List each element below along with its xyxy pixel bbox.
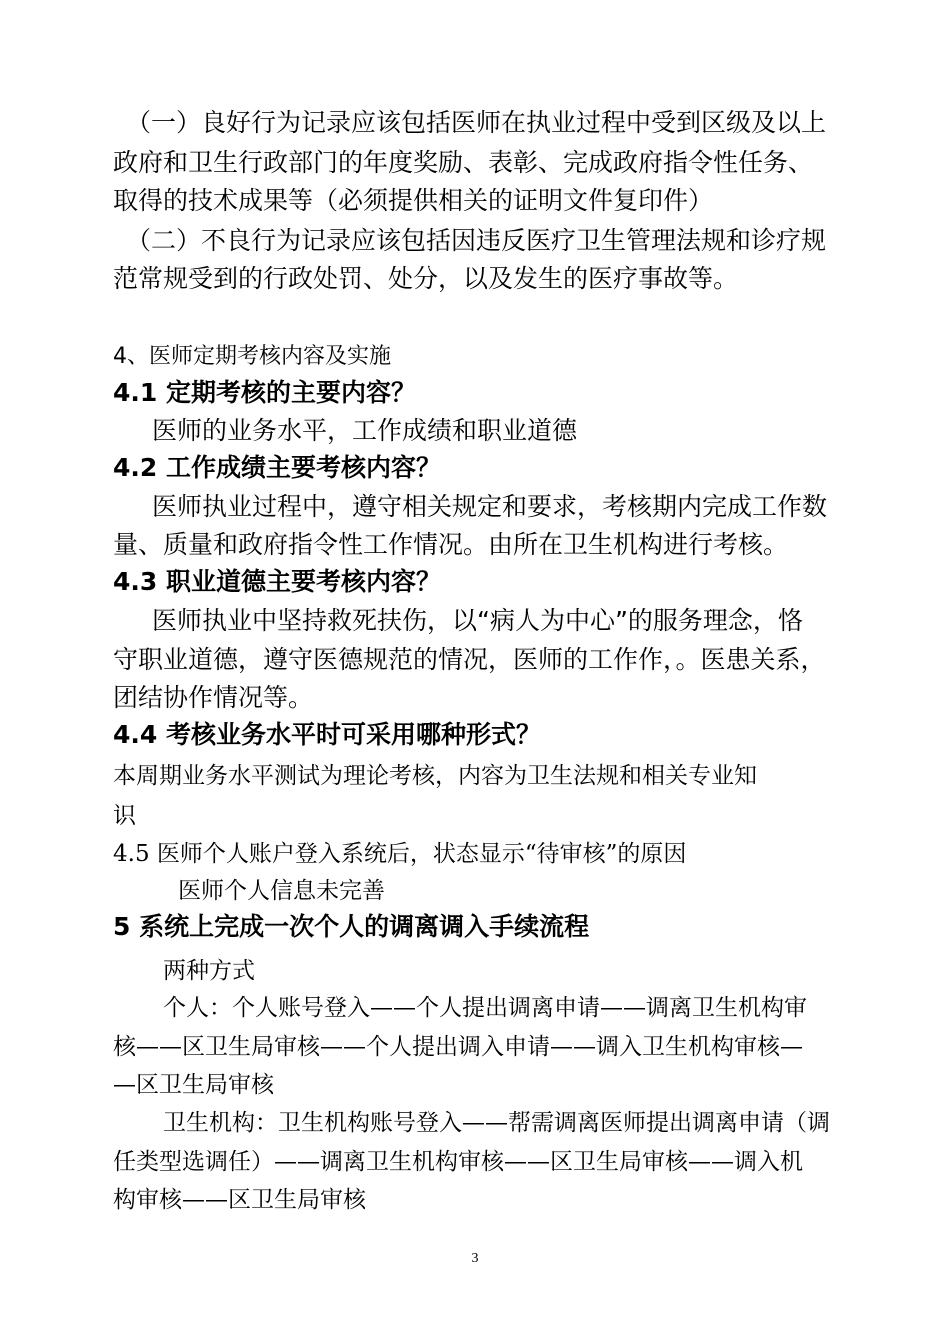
institution-flow-line-2: 任类型选调任）——调离卫生机构审核——区卫生局审核——调入机	[113, 1149, 803, 1175]
q41-answer: 医师的业务水平，工作成绩和职业道德	[152, 416, 578, 445]
good-record-line-1: （一）良好行为记录应该包括医师在执业过程中受到区级及以上	[126, 108, 827, 137]
good-record-line-3: 取得的技术成果等（必须提供相关的证明文件复印件）	[113, 186, 714, 215]
section-5-title: 5 系统上完成一次个人的调离调入手续流程	[113, 912, 590, 941]
q44-answer-line-1: 本周期业务水平测试为理论考核，内容为卫生法规和相关专业知	[113, 763, 757, 789]
section-5-intro: 两种方式	[163, 958, 255, 984]
section-4-heading: 4、医师定期考核内容及实施	[113, 344, 391, 369]
q42-answer-line-1: 医师执业过程中，遵守相关规定和要求，考核期内完成工作数	[152, 492, 828, 521]
bad-record-line-1: （二）不良行为记录应该包括因违反医疗卫生管理法规和诊疗规	[126, 226, 827, 255]
q43-title: 4.3 职业道德主要考核内容？	[113, 567, 441, 596]
bad-record-line-2: 范常规受到的行政处罚、处分，以及发生的医疗事故等。	[113, 264, 739, 293]
page-number: 3	[471, 1251, 479, 1266]
personal-flow-line-1: 个人：个人账号登入——个人提出调离申请——调离卫生机构审	[163, 995, 807, 1021]
good-record-line-2: 政府和卫生行政部门的年度奖励、表彰、完成政府指令性任务、	[113, 148, 814, 177]
q42-answer-line-2: 量、质量和政府指令性工作情况。由所在卫生机构进行考核。	[113, 530, 789, 559]
q41-title: 4.1 定期考核的主要内容？	[113, 378, 416, 407]
q44-title: 4.4 考核业务水平时可采用哪种形式？	[113, 720, 541, 749]
institution-flow-line-1: 卫生机构：卫生机构账号登入——帮需调离医师提出调离申请（调	[163, 1110, 830, 1136]
q43-answer-line-2: 守职业道德，遵守医德规范的情况，医师的工作作，。医患关系，	[113, 645, 826, 674]
q45-answer: 医师个人信息未完善	[178, 878, 385, 904]
q42-title: 4.2 工作成绩主要考核内容？	[113, 453, 441, 482]
q45-title: 4.5 医师个人账户登入系统后，状态显示“待审核”的原因	[113, 841, 687, 867]
q43-answer-line-3: 团结协作情况等。	[113, 683, 314, 712]
q43-answer-line-1: 医师执业中坚持救死扶伤，以“病人为中心”的服务理念，恪	[152, 606, 803, 635]
personal-flow-line-2: 核——区卫生局审核——个人提出调入申请——调入卫生机构审核—	[113, 1034, 803, 1060]
institution-flow-line-3: 构审核——区卫生局审核	[113, 1187, 366, 1213]
personal-flow-line-3: —区卫生局审核	[113, 1072, 274, 1098]
q44-answer-line-2: 识	[113, 803, 136, 829]
